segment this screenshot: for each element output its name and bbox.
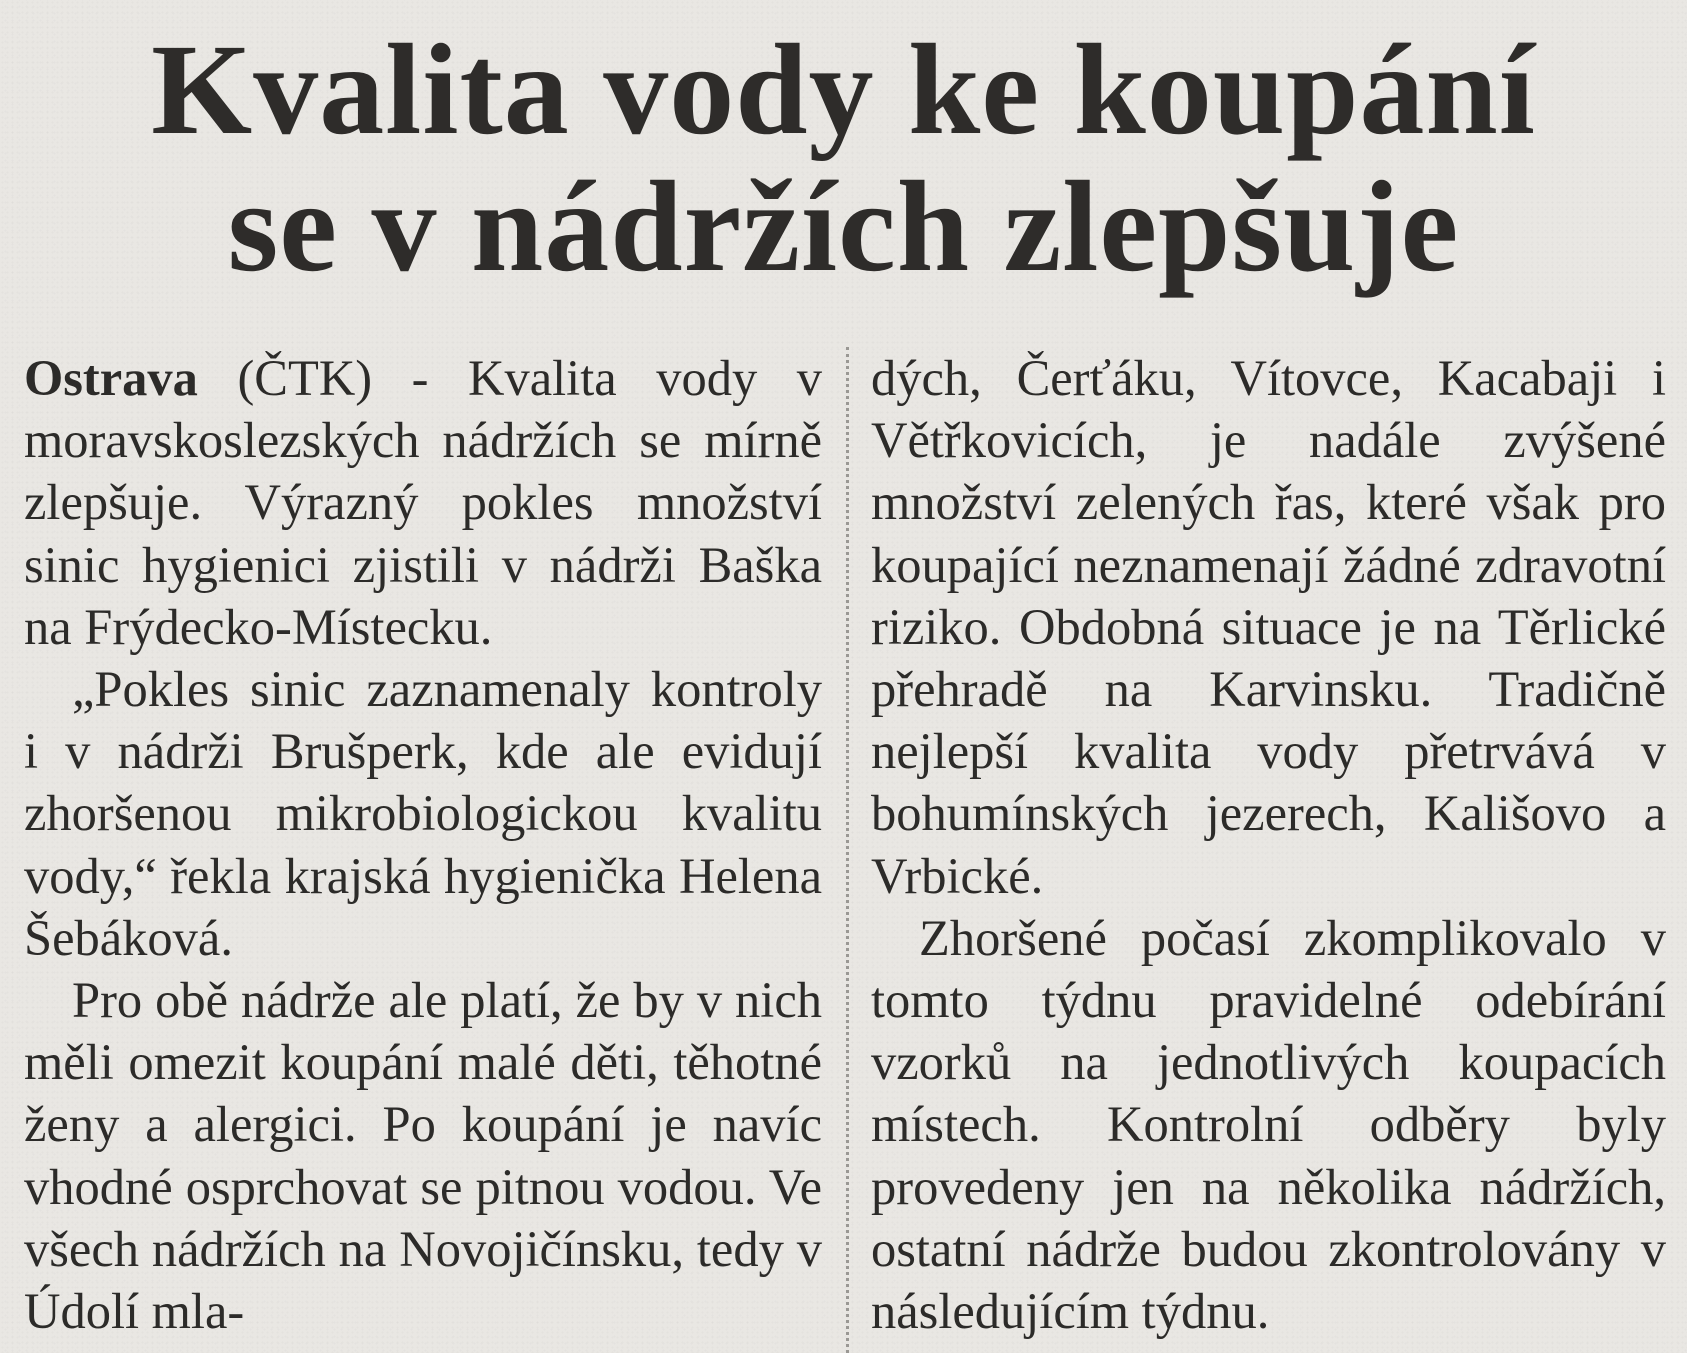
paragraph-1-text: (ČTK) - Kvalita vody v moravskoslezských nádržích se mírně zlepšuje. Výrazný pokles množství sinic hygienici zjistili v nádrži Baška na Frýdecko-Místecku. xyxy=(24,350,822,655)
column-divider xyxy=(846,347,849,1353)
column-left xyxy=(24,347,822,1342)
paragraph-1 xyxy=(24,347,822,658)
paragraph-3: Pro obě nádrže ale platí, že by v nich měli omezit koupání malé děti, těhotné ženy a alergici. Po koupání je navíc vhodné osprchovat se pitnou vodou. Ve všech nádržích na Novojičínsku, tedy v Údolí mla- xyxy=(24,972,822,1340)
article-body xyxy=(24,347,1664,1353)
column-right xyxy=(871,347,1666,1342)
headline-line-1: Kvalita vody ke koupání xyxy=(151,18,1536,162)
headline-line-2: se v nádržích zlepšuje xyxy=(227,155,1460,299)
dateline: Ostrava xyxy=(24,350,198,406)
paragraph-3-continued: dých, Čerťáku, Vítovce, Kacabaji i Větřkovicích, je nadále zvýšené množství zelených řas, které však pro koupající neznamenají žádné zdravotní riziko. Obdobná situace je na Těrlické přehradě na Karvinsku. Tradičně nejlepší kvalita vody přetrvává v bohumínských jezerech, Kališovo a Vrbické. xyxy=(871,350,1666,904)
paragraph-4: Zhoršené počasí zkomplikovalo v tomto týdnu pravidelné odebírání vzorků na jednotlivých koupacích místech. Kontrolní odběry byly provedeny jen na několika nádržích, ostatní nádrže budou zkontrolovány v následujícím týdnu. xyxy=(871,909,1666,1340)
article-headline xyxy=(0,18,1687,299)
paragraph-2: „Pokles sinic zaznamenaly kontroly i v nádrži Brušperk, kde ale evidují zhoršenou mikrobiologickou kvalitu vody,“ řekla krajská hygienička Helena Šebáková. xyxy=(24,661,822,966)
